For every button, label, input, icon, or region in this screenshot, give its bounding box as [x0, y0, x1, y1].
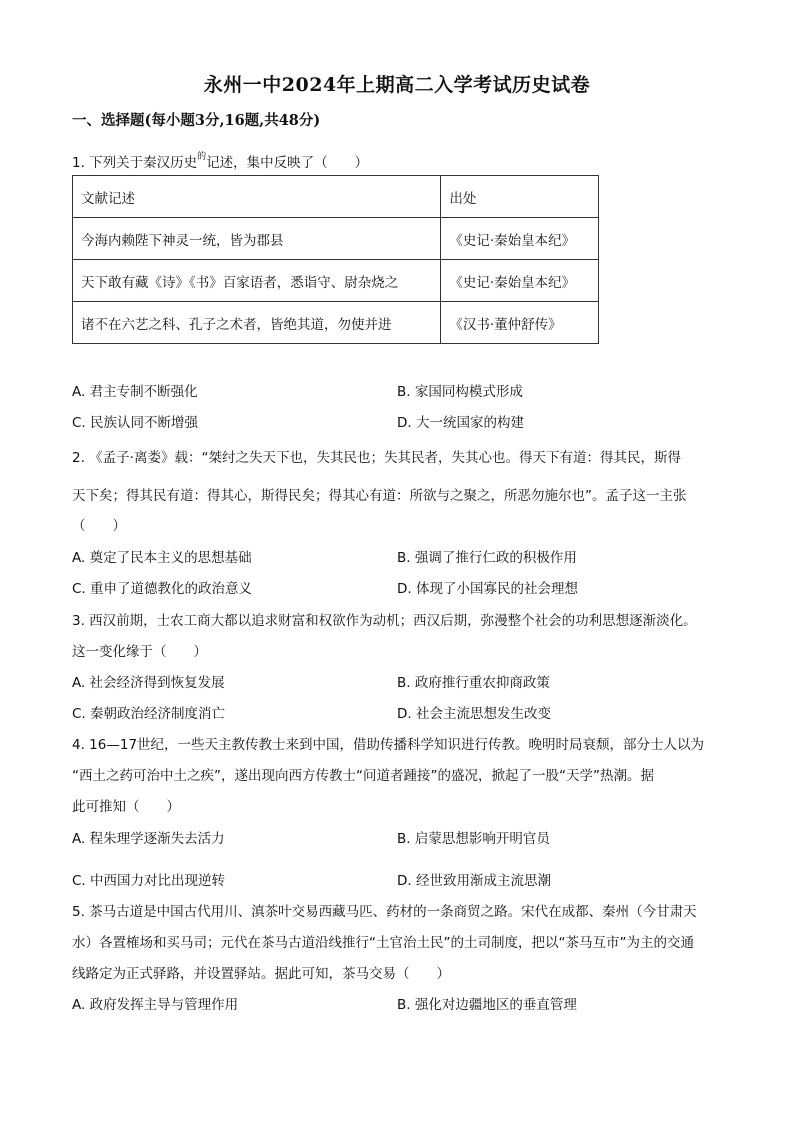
source-table — [72, 175, 599, 344]
q5-option-a[interactable]: A. 政府发挥主导与管理作用 — [72, 997, 239, 1013]
table-cell: 今海内赖陛下神灵一统，皆为郡县 — [73, 218, 441, 260]
q1-stem-text-end: 记述，集中反映了（ ） — [206, 155, 369, 171]
q3-option-a[interactable]: A. 社会经济得到恢复发展 — [72, 675, 225, 691]
q2-option-c[interactable]: C. 重申了道德教化的政治意义 — [72, 581, 253, 597]
q5-stem-line: 5. 茶马古道是中国古代用川、滇茶叶交易西藏马匹、药材的一条商贸之路。宋代在成都、秦州（今甘肃天 — [72, 904, 697, 920]
q3-stem-line: 3. 西汉前期，士农工商大都以追求财富和权欲作为动机；西汉后期，弥漫整个社会的功利思想逐渐淡化。 — [72, 613, 697, 629]
exam-title: 永州一中2024年上期高二入学考试历史试卷 — [203, 74, 591, 96]
table-row — [73, 302, 599, 344]
table-cell: 天下敢有藏《诗》《书》百家语者，悉诣守、尉杂烧之 — [73, 260, 441, 302]
q2-option-b[interactable]: B. 强调了推行仁政的积极作用 — [397, 550, 577, 566]
q3-stem-line: 这一变化缘于（ ） — [72, 644, 207, 660]
q4-stem-line: 此可推知（ ） — [72, 799, 180, 815]
table-header-cell: 文献记述 — [73, 176, 441, 218]
q5-stem-line: 线路定为正式驿路，并设置驿站。据此可知，茶马交易（ ） — [72, 966, 450, 982]
q2-option-d[interactable]: D. 体现了小国寡民的社会理想 — [397, 581, 578, 597]
table-cell: 《史记·秦始皇本纪》 — [441, 218, 599, 260]
q4-stem-line: “西土之药可治中土之疾”，遂出现向西方传教士“问道者踵接”的盛况，掀起了一股“天学”热潮。据 — [72, 768, 654, 784]
table-header-cell: 出处 — [441, 176, 599, 218]
section-heading: 一、选择题(每小题3分,16题,共48分) — [72, 112, 321, 129]
q1-stem — [72, 147, 368, 173]
table-header-row — [73, 176, 599, 218]
q4-option-d[interactable]: D. 经世致用渐成主流思潮 — [397, 873, 551, 889]
table-cell: 《汉书·董仲舒传》 — [441, 302, 599, 344]
q3-option-c[interactable]: C. 秦朝政治经济制度消亡 — [72, 706, 226, 722]
q2-option-a[interactable]: A. 奠定了民本主义的思想基础 — [72, 550, 252, 566]
q1-stem-text: 1. 下列关于秦汉历史 — [72, 155, 198, 171]
q4-stem-line: 4. 16—17世纪，一些天主教传教士来到中国，借助传播科学知识进行传教。晚明时局衰颓，部分士人以为 — [72, 737, 705, 753]
table-cell: 《史记·秦始皇本纪》 — [441, 260, 599, 302]
q2-stem-line: 天下矣；得其民有道：得其心，斯得民矣；得其心有道：所欲与之聚之，所恶勿施尔也”。孟子这一主张 — [72, 488, 687, 504]
table-row — [73, 218, 599, 260]
q4-option-b[interactable]: B. 启蒙思想影响开明官员 — [397, 831, 550, 847]
q1-option-b[interactable]: B. 家国同构模式形成 — [397, 384, 523, 400]
q1-stem-sup: 的 — [197, 152, 207, 162]
table-cell: 诸不在六艺之科、孔子之术者，皆绝其道，勿使并进 — [73, 302, 441, 344]
q2-stem-line: （ ） — [72, 518, 126, 534]
q3-option-d[interactable]: D. 社会主流思想发生改变 — [397, 706, 551, 722]
table-row — [73, 260, 599, 302]
q3-option-b[interactable]: B. 政府推行重农抑商政策 — [397, 675, 550, 691]
q5-option-b[interactable]: B. 强化对边疆地区的垂直管理 — [397, 997, 577, 1013]
q1-option-c[interactable]: C. 民族认同不断增强 — [72, 415, 199, 431]
q2-stem-line: 2. 《孟子·离娄》载：“桀纣之失天下也，失其民也；失其民者，失其心也。得天下有道：得其民，斯得 — [72, 450, 681, 466]
q1-option-d[interactable]: D. 大一统国家的构建 — [397, 415, 524, 431]
q4-option-a[interactable]: A. 程朱理学逐渐失去活力 — [72, 831, 225, 847]
q4-option-c[interactable]: C. 中西国力对比出现逆转 — [72, 873, 226, 889]
q5-stem-line: 水）各置榷场和买马司；元代在茶马古道沿线推行“土官治土民”的土司制度，把以“茶马互市”为主的交通 — [72, 935, 694, 951]
q1-option-a[interactable]: A. 君主专制不断强化 — [72, 384, 198, 400]
